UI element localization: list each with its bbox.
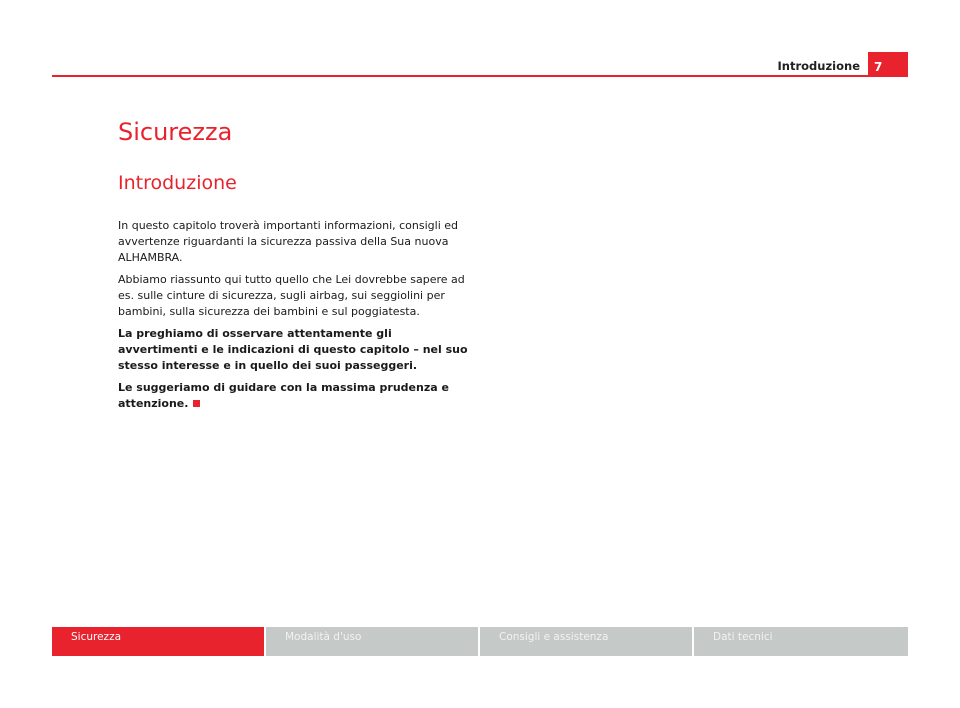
running-header-title: Introduzione <box>777 59 860 73</box>
tab-sicurezza[interactable]: Sicurezza <box>52 627 264 656</box>
footer-chapter-nav <box>52 627 908 656</box>
tab-consigli-e-assistenza[interactable]: Consigli e assistenza <box>480 627 692 656</box>
chapter-title: Sicurezza <box>118 118 233 146</box>
paragraph-emphasis: La preghiamo di osservare attentamente gli avvertimenti e le indicazioni di questo capitolo – nel suo stesso interesse e in quello dei suoi passeggeri. <box>118 327 468 372</box>
section-end-square-icon <box>193 400 200 407</box>
tab-dati-tecnici[interactable]: Dati tecnici <box>694 627 908 656</box>
paragraph-emphasis-final <box>118 380 474 412</box>
paragraph: Abbiamo riassunto qui tutto quello che Lei dovrebbe sapere ad es. sulle cinture di sicurezza, sugli airbag, sui seggiolini per bambini, sulla sicurezza dei bambini e sul poggiatesta. <box>118 273 465 318</box>
paragraph-text: Le suggeriamo di guidare con la massima prudenza e attenzione. <box>118 381 449 410</box>
page-number: 7 <box>868 52 908 77</box>
section-title: Introduzione <box>118 172 237 194</box>
tab-modalita-duso[interactable]: Modalità d'uso <box>266 627 478 656</box>
paragraph: In questo capitolo troverà importanti informazioni, consigli ed avvertenze riguardanti la sicurezza passiva della Sua nuova ALHAMBRA. <box>118 219 458 264</box>
body-text <box>118 218 474 418</box>
header-divider <box>52 75 868 77</box>
